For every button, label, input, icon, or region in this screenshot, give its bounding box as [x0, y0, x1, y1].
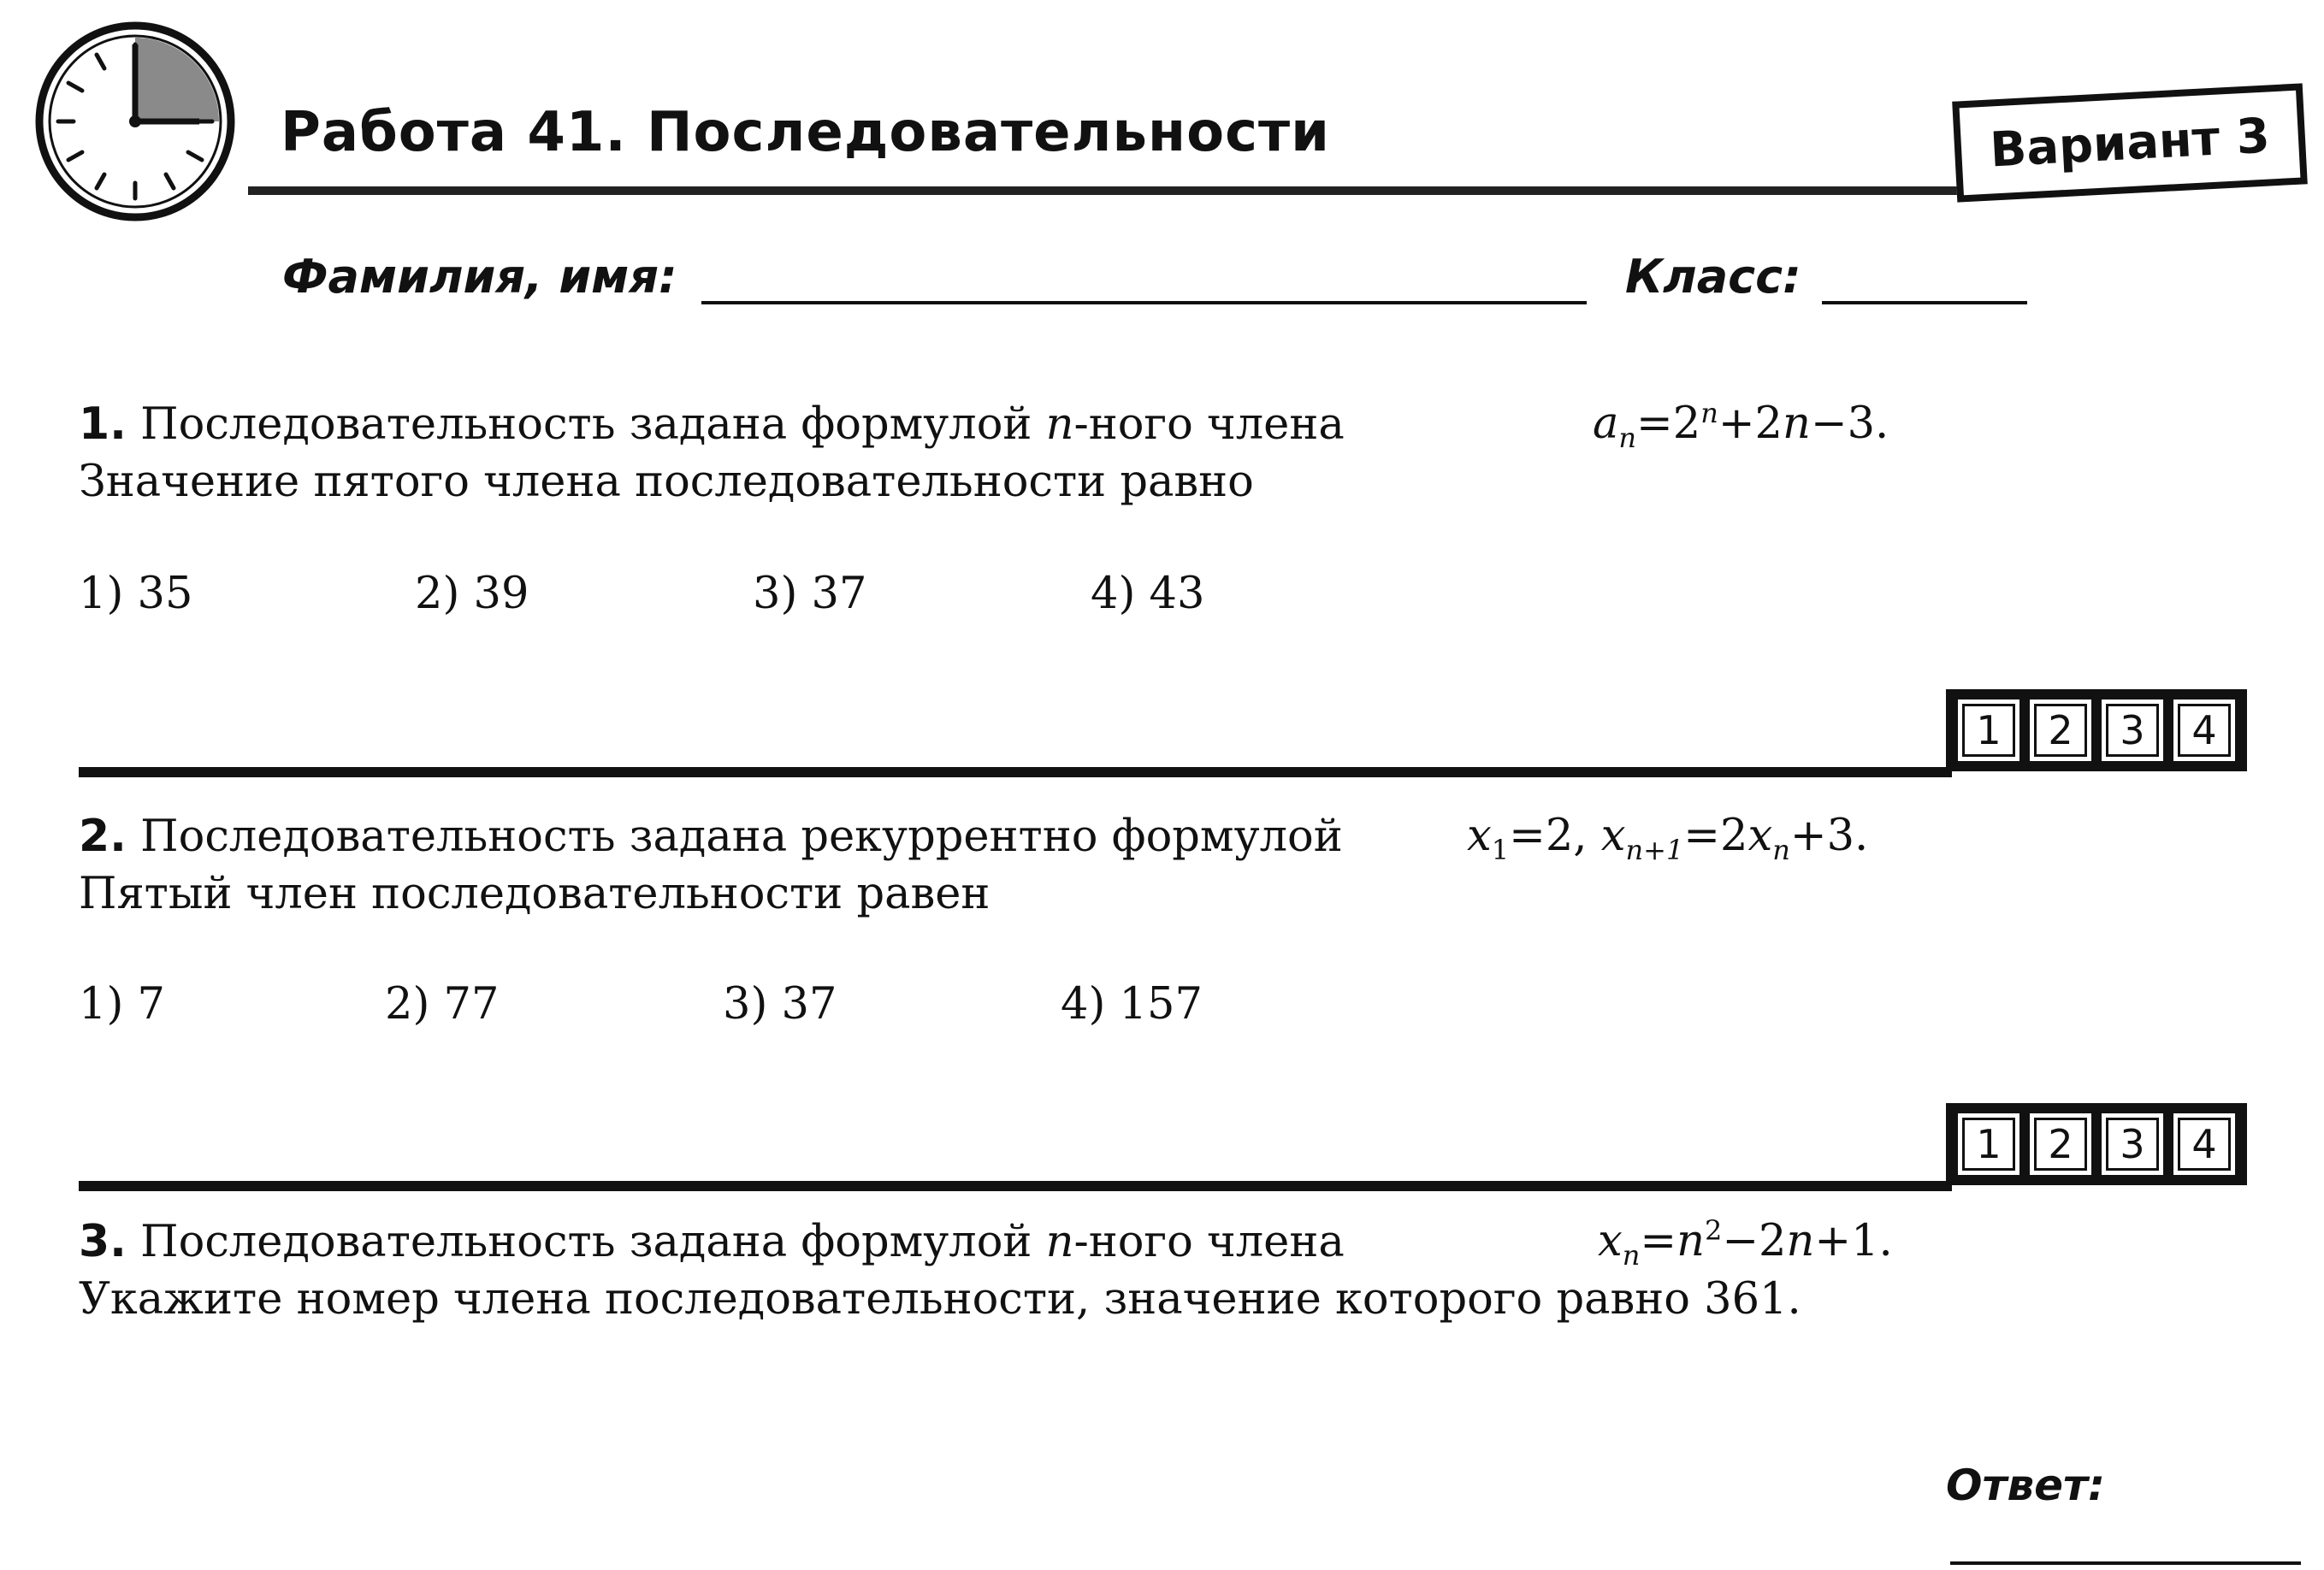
task-1-line-2: Значение пятого члена последовательности равно: [79, 457, 1254, 507]
task-3-number: 3.: [79, 1216, 127, 1267]
answer-box-2[interactable]: 2: [2030, 1113, 2091, 1175]
task-3-formula: $x_n=n^2-2n+1$.: [1598, 1214, 1893, 1272]
answer-field[interactable]: [1950, 1561, 2301, 1565]
task-2-line-1: 2. Последовательность задана рекуррентно формулой: [79, 811, 1343, 862]
variant-badge: Вариант 3: [1952, 83, 2308, 202]
task-3-line-1: 3. Последовательность задана формулой n-ного члена: [79, 1216, 1345, 1267]
title-rule: [248, 186, 1997, 195]
task-2-line-2: Пятый член последовательности равен: [79, 869, 991, 919]
task-1-answer-boxes: [1946, 689, 2247, 771]
task-2-separator: [79, 1181, 1952, 1191]
answer-box-2[interactable]: 2: [2030, 699, 2091, 761]
task-1-formula: $a_n=2^n+2n-3$.: [1593, 397, 1889, 455]
task-1-number: 1.: [79, 398, 127, 450]
answer-box-4[interactable]: 4: [2173, 1113, 2235, 1175]
task-2-option-2: 2) 77: [385, 979, 500, 1030]
answer-box-4[interactable]: 4: [2173, 699, 2235, 761]
task-1-option-4: 4) 43: [1091, 569, 1205, 619]
clock-icon: [33, 19, 238, 224]
task-2-answer-boxes: [1946, 1103, 2247, 1185]
task-1-option-3: 3) 37: [753, 569, 867, 619]
task-1-separator: [79, 767, 1952, 777]
name-field[interactable]: [701, 301, 1587, 304]
task-1-option-1: 1) 35: [79, 569, 193, 619]
page-title: Работа 41. Последовательности: [281, 101, 1330, 164]
answer-box-3[interactable]: 3: [2102, 1113, 2163, 1175]
task-2-option-1: 1) 7: [79, 979, 166, 1030]
class-label: Класс:: [1625, 250, 1801, 304]
task-2-number: 2.: [79, 811, 127, 862]
task-1-option-2: 2) 39: [415, 569, 529, 619]
answer-label: Ответ:: [1946, 1461, 2106, 1510]
task-2-formula: $x_1=2$, $x_{n+1}=2x_n+3$.: [1467, 811, 1869, 867]
class-field[interactable]: [1822, 301, 2027, 304]
answer-box-1[interactable]: 1: [1958, 699, 2019, 761]
task-1-line-1: 1. Последовательность задана формулой n-ного члена: [79, 398, 1345, 450]
answer-box-1[interactable]: 1: [1958, 1113, 2019, 1175]
answer-box-3[interactable]: 3: [2102, 699, 2163, 761]
task-3-line-2: Укажите номер члена последовательности, значение которого равно 361.: [79, 1274, 1801, 1325]
name-label: Фамилия, имя:: [282, 250, 677, 304]
task-2-option-3: 3) 37: [723, 979, 837, 1030]
task-2-option-4: 4) 157: [1061, 979, 1203, 1030]
